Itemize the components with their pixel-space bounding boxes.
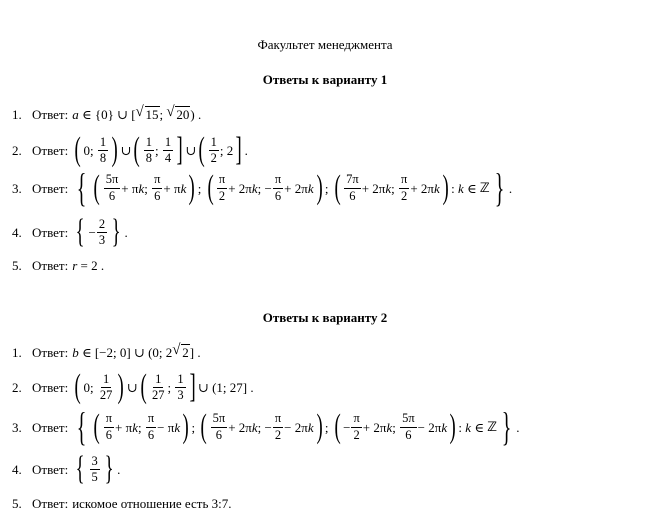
v1-answer-5 (12, 259, 104, 272)
v2-answer-5 (12, 497, 232, 510)
answer-formula: { ( $\frac{5\pi}{6}$ + π k ; $\frac{\pi}{6}$ + π k ) ; ( $\frac{\pi}{2}$ + 2π k ; − $\frac{\pi}{6}$ + 2π k ) ; ( $\frac{7\pi}{6}$ + 2π k ; $\frac{\pi}{2}$ + 2π k ) : k ∈ ℤ } . (77, 165, 513, 210)
answer-label: Ответ: (32, 379, 69, 395)
answer-label: Ответ: (32, 224, 69, 240)
answer-number: 3. (12, 419, 22, 435)
faculty-title: Факультет менеджмента (257, 37, 393, 52)
answer-number: 5. (12, 496, 22, 511)
answer-label: Ответ: (32, 345, 69, 360)
answer-label: Ответ: (32, 107, 69, 122)
v2-answer-1 (12, 346, 201, 359)
answer-number: 2. (12, 379, 22, 395)
answer-number: 3. (12, 180, 22, 196)
answer-formula: искомое отношение есть 3:7. (72, 496, 232, 511)
variant-1-heading: Ответы к варианту 1 (262, 72, 388, 87)
v1-answer-1 (12, 108, 201, 121)
answer-number: 2. (12, 142, 22, 158)
answer-formula: { − $\frac{2}{3}$ } . (75, 213, 128, 250)
answer-formula: ( 0; $\frac{1}{27}$ ) ∪ ( $\frac{1}{27}$ ; $\frac{1}{3}$ ] ∪ (1; 27] . (74, 368, 254, 405)
variant-2-heading: Ответы к варианту 2 (262, 310, 388, 325)
v1-answer-4 (12, 213, 128, 250)
answer-formula: ( 0; $\frac{1}{8}$ ) ∪ ( $\frac{1}{8}$ ; $\frac{1}{4}$ ] ∪ ( $\frac{1}{2}$ ; 2 ] . (74, 131, 248, 168)
answer-label: Ответ: (32, 496, 69, 511)
answer-formula: r = 2 . (72, 258, 105, 273)
answer-formula: { $\frac{3}{5}$ } . (75, 450, 121, 487)
v2-answer-3 (12, 404, 520, 449)
answer-formula: a ∈ {0} ∪ [ √ 15 ; √ 20 ) . (72, 108, 201, 121)
answer-formula: { ( $\frac{\pi}{6}$ + π k ; $\frac{\pi}{6}$ − π k ) ; ( $\frac{5\pi}{6}$ + 2π k ; − $\frac{\pi}{2}$ − 2π k ) ; ( − $\frac{\pi}{2}$ + 2π k ; $\frac{5\pi}{6}$ − 2π k ) : k ∈ ℤ } . (77, 404, 520, 449)
answer-number: 5. (12, 258, 22, 273)
answer-label: Ответ: (32, 258, 69, 273)
answer-label: Ответ: (32, 142, 69, 158)
answer-label: Ответ: (32, 419, 69, 435)
v1-answer-2 (12, 131, 248, 168)
v2-answer-2 (12, 368, 254, 405)
answer-number: 1. (12, 345, 22, 360)
answer-label: Ответ: (32, 180, 69, 196)
v1-answer-3 (12, 165, 513, 210)
v2-answer-4 (12, 450, 121, 487)
answer-number: 4. (12, 461, 22, 477)
answer-formula: b ∈ [−2; 0] ∪ (0; 2 √ 2 ] . (72, 346, 200, 359)
answer-label: Ответ: (32, 461, 69, 477)
answer-number: 4. (12, 224, 22, 240)
answer-number: 1. (12, 107, 22, 122)
